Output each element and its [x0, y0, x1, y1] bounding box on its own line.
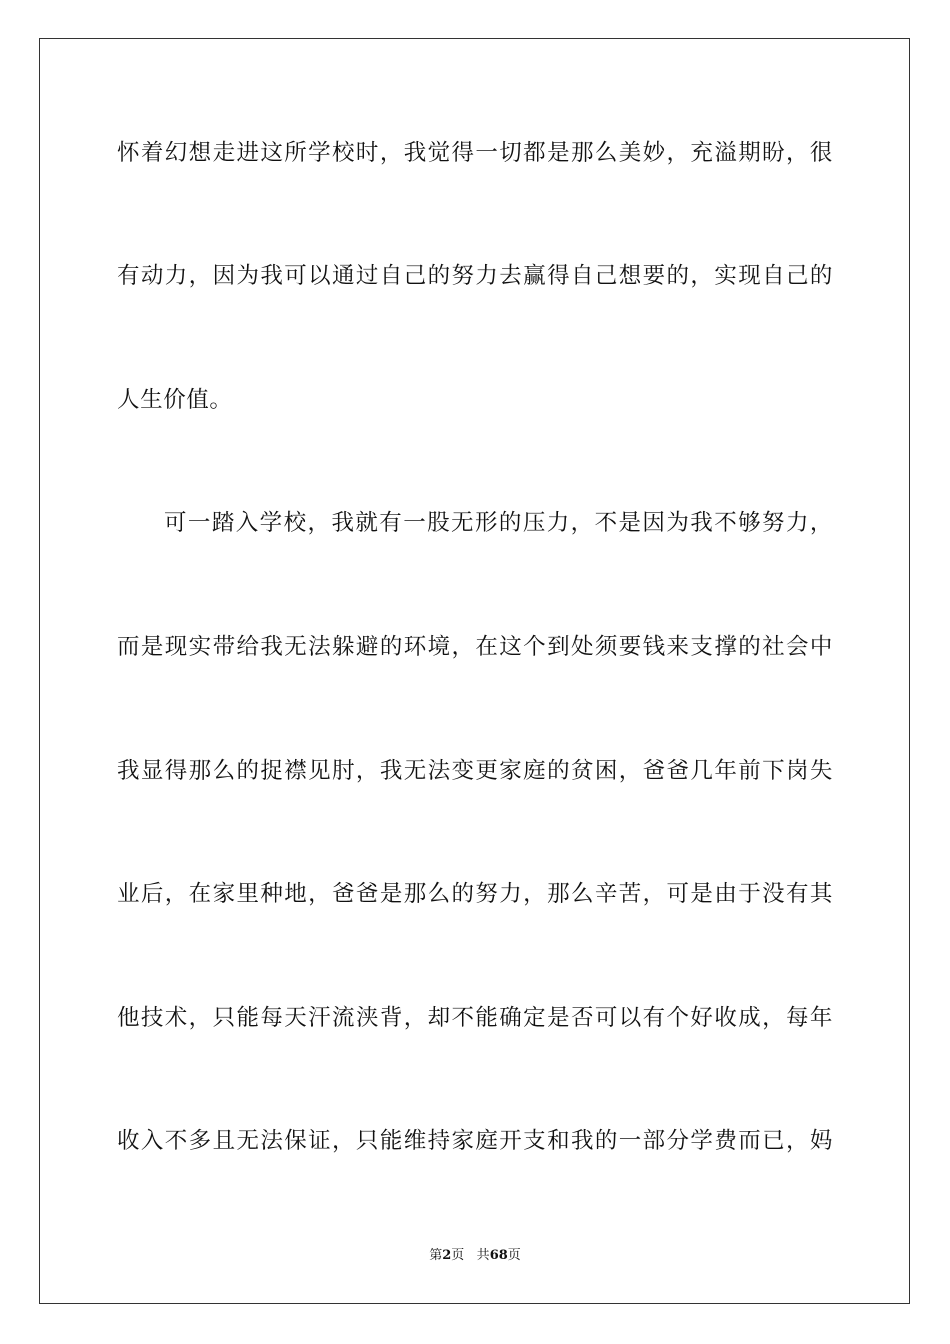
text-line-2: 有动力，因为我可以通过自己的努力去赢得自己想要的，实现自己的 [117, 263, 833, 289]
text-line-7: 业后，在家里种地，爸爸是那么的努力，那么辛苦，可是由于没有其 [117, 881, 833, 907]
footer-total-suffix: 页 [507, 1248, 521, 1263]
text-line-1: 怀着幻想走进这所学校时，我觉得一切都是那么美妙，充溢期盼，很 [117, 140, 833, 166]
footer-total-pages: 68 [489, 1248, 508, 1263]
page-border [39, 38, 910, 1304]
footer-total-prefix: 共 [476, 1248, 490, 1263]
page-footer [0, 1248, 950, 1264]
footer-page-number: 2 [442, 1248, 452, 1263]
footer-page-prefix: 第 [429, 1248, 443, 1263]
text-line-3: 人生价值。 [117, 387, 233, 413]
footer-page-suffix: 页 [451, 1248, 465, 1263]
text-line-6: 我显得那么的捉襟见肘，我无法变更家庭的贫困，爸爸几年前下岗失 [117, 758, 833, 784]
text-line-9: 收入不多且无法保证，只能维持家庭开支和我的一部分学费而已，妈 [117, 1128, 833, 1154]
text-line-5: 而是现实带给我无法躲避的环境，在这个到处须要钱来支撑的社会中 [117, 634, 833, 660]
text-line-8: 他技术，只能每天汗流浃背，却不能确定是否可以有个好收成，每年 [117, 1005, 833, 1031]
text-line-4: 可一踏入学校，我就有一股无形的压力，不是因为我不够努力， [164, 510, 833, 536]
